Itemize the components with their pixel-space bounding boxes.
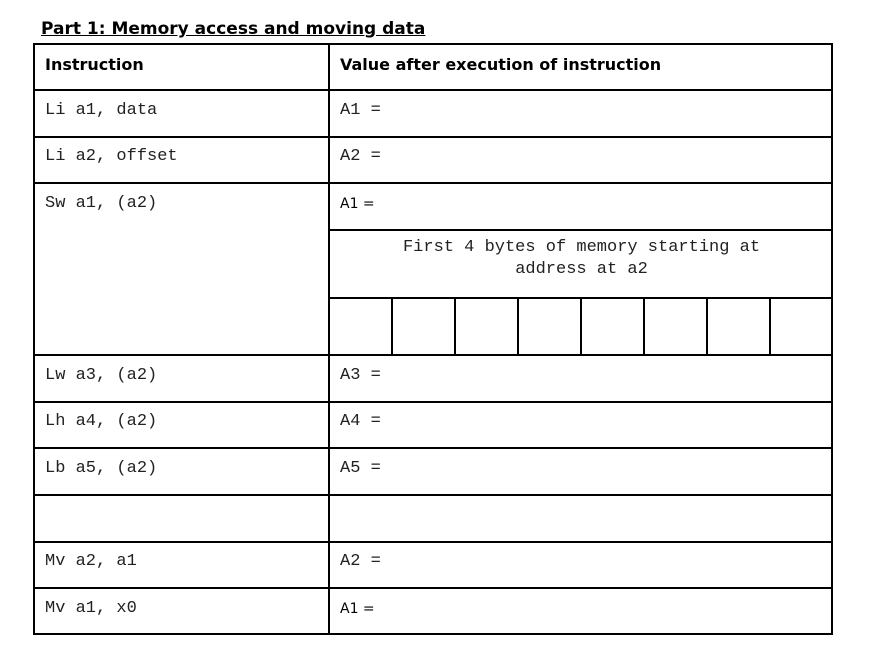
instruction-cell: Lh a4, (a2) (45, 412, 158, 431)
instruction-cell: Mv a1, x0 (45, 599, 137, 618)
instruction-cell: Mv a2, a1 (45, 552, 137, 571)
value-cell: A1 = (340, 196, 375, 212)
memory-byte-cell[interactable] (709, 300, 768, 353)
instruction-cell: Lw a3, (a2) (45, 366, 158, 385)
value-cell: A5 = (340, 459, 381, 478)
value-cell: A4 = (340, 412, 381, 431)
memory-byte-cell[interactable] (583, 300, 642, 353)
instruction-cell: Li a2, offset (45, 147, 178, 166)
memory-note-line2: address at a2 (515, 260, 648, 279)
value-cell: A1 = (340, 601, 375, 617)
memory-note (330, 237, 833, 281)
value-cell: A2 = (340, 552, 381, 571)
header-value: Value after execution of instruction (340, 55, 662, 74)
instruction-cell: Lb a5, (a2) (45, 459, 158, 478)
value-cell: A2 = (340, 147, 381, 166)
memory-byte-cell[interactable] (331, 300, 390, 353)
memory-byte-cell[interactable] (394, 300, 453, 353)
page-title: Part 1: Memory access and moving data (41, 19, 426, 39)
instruction-cell: Li a1, data (45, 101, 158, 120)
value-cell: A1 = (340, 101, 381, 120)
memory-byte-cell[interactable] (457, 300, 516, 353)
memory-byte-cell[interactable] (772, 300, 831, 353)
memory-byte-cell[interactable] (520, 300, 579, 353)
instruction-cell: Sw a1, (a2) (45, 194, 158, 213)
memory-byte-cell[interactable] (646, 300, 705, 353)
memory-note-line1: First 4 bytes of memory starting at (402, 238, 761, 257)
value-cell: A3 = (340, 366, 381, 385)
header-instruction: Instruction (45, 55, 144, 74)
